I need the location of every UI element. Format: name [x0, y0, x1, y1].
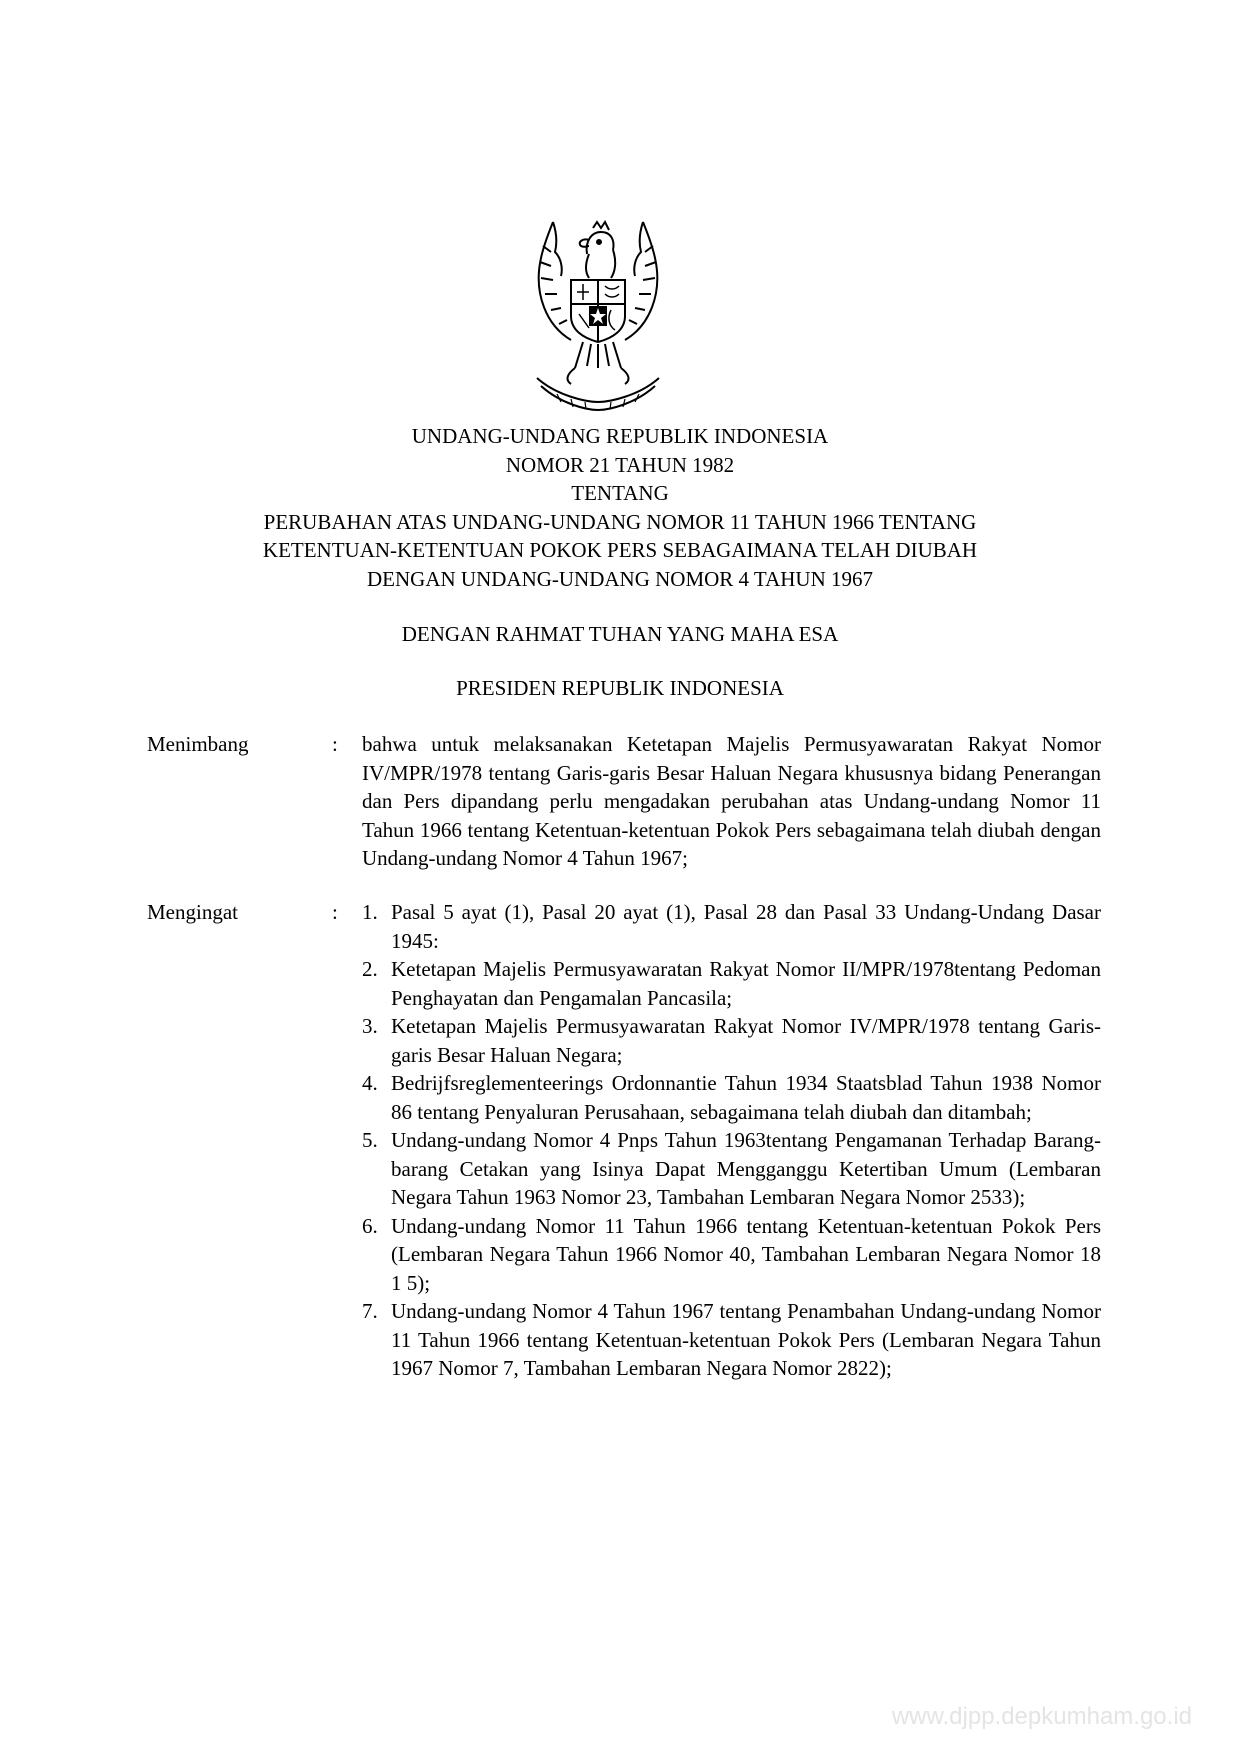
- watermark-link[interactable]: www.djpp.depkumham.go.id: [891, 1703, 1192, 1730]
- list-item: [362, 1069, 1101, 1126]
- president-heading: PRESIDEN REPUBLIK INDONESIA: [456, 676, 784, 700]
- list-item-number: 3.: [362, 1014, 378, 1038]
- garuda-emblem-icon: [527, 218, 669, 414]
- list-item-number: 2.: [362, 957, 378, 981]
- mengingat-list: [362, 898, 1101, 1383]
- list-item-number: 1.: [362, 900, 378, 924]
- title-line: KETENTUAN-KETENTUAN POKOK PERS SEBAGAIMANA TELAH DIUBAH: [262, 538, 978, 562]
- title-line: UNDANG-UNDANG REPUBLIK INDONESIA: [411, 424, 829, 448]
- list-item-number: 4.: [362, 1071, 378, 1095]
- mengingat-label: Mengingat: [147, 900, 238, 924]
- list-item: [362, 1012, 1101, 1069]
- list-item-text: Pasal 5 ayat (1), Pasal 20 ayat (1), Pasal 28 dan Pasal 33 Undang-Undang Dasar 1945:: [391, 900, 1101, 953]
- list-item-text: Undang-undang Nomor 11 Tahun 1966 tentang Ketentuan-ketentuan Pokok Pers (Lembaran Negara Tahun 1966 Nomor 40, Tambahan Lembaran Negara Nomor 18 1 5);: [391, 1213, 1101, 1295]
- list-item: [362, 1297, 1101, 1383]
- title-line: PERUBAHAN ATAS UNDANG-UNDANG NOMOR 11 TAHUN 1966 TENTANG: [263, 509, 977, 534]
- blessing-line: DENGAN RAHMAT TUHAN YANG MAHA ESA: [401, 622, 839, 646]
- list-item: [362, 955, 1101, 1012]
- list-item: [362, 1212, 1101, 1298]
- document-title: [0, 422, 1240, 593]
- list-item-text: Undang-undang Nomor 4 Tahun 1967 tentang Penambahan Undang-undang Nomor 11 Tahun 1966 tentang Ketentuan-ketentuan Pokok Pers (Lembaran Negara Tahun 1967 Nomor 7, Tambahan Lembaran Negara Nomor 2822);: [391, 1299, 1101, 1380]
- list-item-number: 5.: [362, 1128, 378, 1152]
- list-item-number: 6.: [362, 1213, 378, 1238]
- list-item-text: Ketetapan Majelis Permusyawaratan Rakyat Nomor II/MPR/1978tentang Pedoman Penghayatan dan Pengamalan Pancasila;: [391, 957, 1101, 1010]
- list-item-text: Ketetapan Majelis Permusyawaratan Rakyat Nomor IV/MPR/1978 tentang Garis-garis Besar Haluan Negara;: [391, 1014, 1101, 1067]
- title-line: NOMOR 21 TAHUN 1982: [505, 452, 735, 477]
- list-item-number: 7.: [362, 1299, 378, 1323]
- menimbang-colon: :: [332, 732, 338, 756]
- menimbang-text: bahwa untuk melaksanakan Ketetapan Majelis Permusyawaratan Rakyat Nomor IV/MPR/1978 tentang Garis-garis Besar Haluan Negara khususnya bidang Penerangan dan Pers dipandang perlu mengadakan perubahan atas Undang-undang Nomor 11 Tahun 1966 tentang Ketentuan-ketentuan Pokok Pers sebagaimana telah diubah dengan Undang-undang Nomor 4 Tahun 1967;: [362, 732, 1101, 870]
- title-line: DENGAN UNDANG-UNDANG NOMOR 4 TAHUN 1967: [367, 566, 873, 591]
- title-line: TENTANG: [571, 481, 669, 505]
- list-item: [362, 1126, 1101, 1212]
- list-item: [362, 898, 1101, 955]
- menimbang-label: Menimbang: [147, 732, 249, 756]
- mengingat-colon: :: [332, 900, 338, 924]
- list-item-text: Undang-undang Nomor 4 Pnps Tahun 1963tentang Pengamanan Terhadap Barang-barang Cetakan yang Isinya Dapat Mengganggu Ketertiban Umum (Lembaran Negara Tahun 1963 Nomor 23, Tambahan Lembaran Negara Nomor 2533);: [391, 1128, 1101, 1209]
- list-item-text: Bedrijfsreglementeerings Ordonnantie Tahun 1934 Staatsblad Tahun 1938 Nomor 86 tentang Penyaluran Perusahaan, sebagaimana telah diubah dan ditambah;: [391, 1071, 1101, 1124]
